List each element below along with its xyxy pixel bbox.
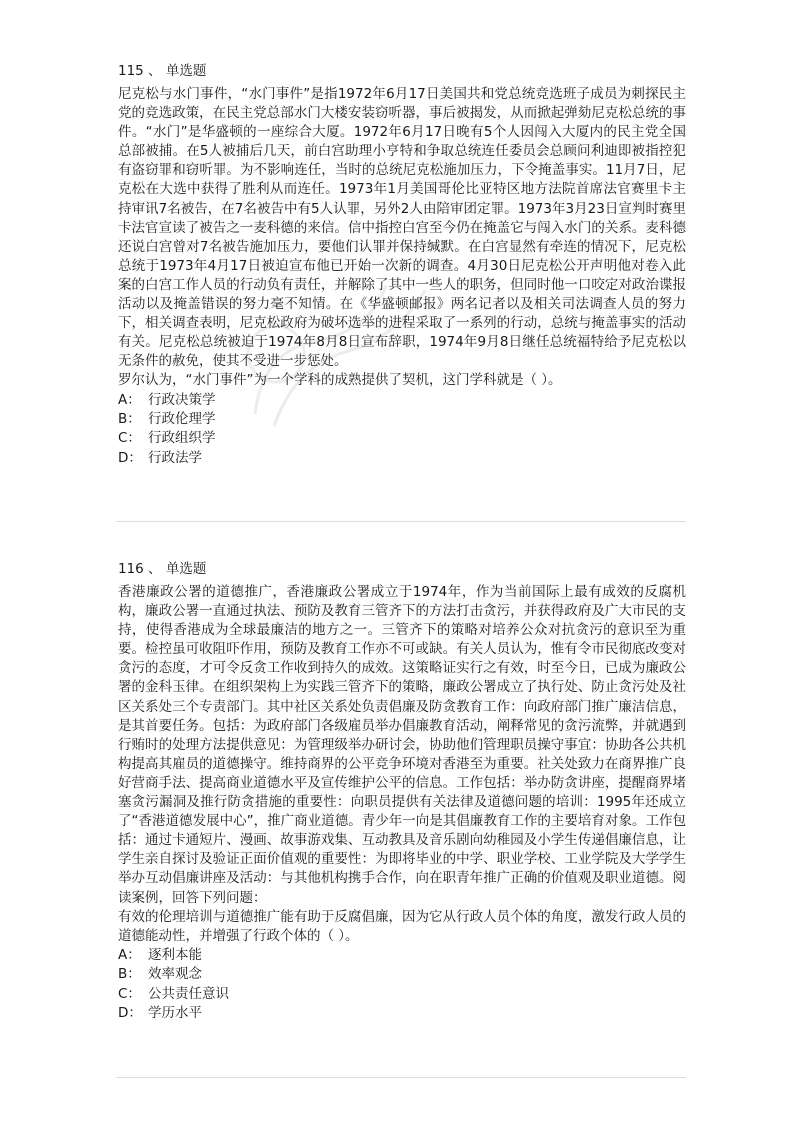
option-d[interactable]: D： 行政法学 xyxy=(118,449,202,466)
question-stem: 尼克松与水门事件，“水门事件”是指1972年6月17日美国共和党总统竞选班子成员为刺探民主党的竞选政策，在民主党总部水门大楼安装窃听器，事后被揭发，从而掀起弹劾尼克松总统的事件。“水门”是华盛顿的一座综合大厦。1972年6月17日晚有5个人因闯入大厦内的民主党全国总部被捕。在5人被捕后几天，前白宫助理小亨特和争取总统连任委员会总顾问利迪即被指控犯有盗窃罪和窃听罪。为不影响连任，当时的总统尼克松施加压力，下令掩盖事实。11月7日，尼克松在大选中获得了胜利从而连任。1973年1月美国哥伦比亚特区地方法院首席法官赛里卡主持审讯7名被告，在7名被告中有5人认罪，另外2人由陪审团定罪。1973年3月23日宣判时赛里卡法官宣读了被告之一麦科德的来信。信中指控白宫至今仍在掩盖它与闯入水门的关系。麦科德还说白宫曾对7名被告施加压力，要他们认罪并保持缄默。在白宫显然有牵连的情况下，尼克松总统于1973年4月17日被迫宣布他已开始一次新的调查。4月30日尼克松公开声明他对卷入此案的白宫工作人员的行动负有责任，并解除了其中一些人的职务，但同时他一口咬定对政治谍报活动以及掩盖错误的努力毫不知情。在《华盛顿邮报》两名记者以及相关司法调查人员的努力下，相关调查表明，尼克松政府为破坏选举的进程采取了一系列的行动，总统与掩盖事实的活动有关。尼克松总统被迫于1974年8月8日宣布辞职，1974年9月8日继任总统福特给予尼克松以无条件的赦免，使其不受进一步惩处。 xyxy=(118,86,686,370)
options-list xyxy=(118,946,686,1024)
divider xyxy=(116,1077,686,1078)
option-c[interactable]: C： 行政组织学 xyxy=(118,430,216,447)
options-list xyxy=(118,391,686,469)
question-header: 116 、 单选题 xyxy=(118,561,207,577)
question-prompt: 有效的伦理培训与道德推广能有助于反腐倡廉，因为它从行政人员个体的角度，激发行政人员的道德能动性，并增强了行政个体的（ ）。 xyxy=(118,908,686,944)
option-b[interactable]: B： 效率观念 xyxy=(118,966,202,983)
question-header: 115 、 单选题 xyxy=(118,63,207,79)
option-b[interactable]: B： 行政伦理学 xyxy=(118,410,216,427)
question-stem: 香港廉政公署的道德推广，香港廉政公署成立于1974年，作为当前国际上最有成效的反腐机构，廉政公署一直通过执法、预防及教育三管齐下的方法打击贪污，并获得政府及广大市民的支持，使得香港成为全球最廉洁的地方之一。三管齐下的策略对培养公众对抗贪污的意识至为重要。检控虽可收阻吓作用，预防及教育工作亦不可或缺。有关人员认为，惟有令市民彻底改变对贪污的态度，才可令反贪工作收到持久的成效。这策略证实行之有效，时至今日，已成为廉政公署的金科玉律。在组织架构上为实践三管齐下的策略，廉政公署成立了执行处、防止贪污处及社区关系处三个专责部门。其中社区关系处负责倡廉及防贪教育工作：向政府部门推广廉洁信息，是其首要任务。包括：为政府部门各级雇员举办倡廉教育活动，阐释常见的贪污流弊，并就遇到行贿时的处理方法提供意见：为管理级举办研讨会，协助他们管理职员操守事宜：协助各公共机构提高其雇员的道德操守。维持商界的公平竞争环境对香港至为重要。社关处致力在商界推广良好营商手法、提高商业道德水平及宣传维护公平的信息。工作包括：举办防贪讲座，提醒商界堵塞贪污漏洞及推行防贪措施的重要性：向职员提供有关法律及道德问题的培训：1995年还成立了“香港道德发展中心”，推广商业道德。青少年一向是其倡廉教育工作的主要培育对象。工作包括：通过卡通短片、漫画、故事游戏集、互动教具及音乐剧向幼稚园及小学生传递倡廉信息，让学生亲自探讨及验证正面价值观的重要性：为即将毕业的中学、职业学校、工业学院及大学学生举办互动倡廉讲座及活动：与其他机构携手合作，向在职青年推广正确的价值观及职业道德。阅读案例，回答下列问题： xyxy=(118,584,686,906)
option-a[interactable]: A： 逐利本能 xyxy=(118,946,202,963)
option-c[interactable]: C： 公共责任意识 xyxy=(118,985,229,1002)
question-prompt: 罗尔认为，“水门事件”为一个学科的成熟提供了契机，这门学科就是（ ）。 xyxy=(118,372,562,389)
question-115 xyxy=(118,62,686,468)
question-116 xyxy=(118,560,686,1023)
option-d[interactable]: D： 学历水平 xyxy=(118,1005,202,1021)
option-a[interactable]: A： 行政决策学 xyxy=(118,391,216,408)
divider xyxy=(116,521,686,522)
